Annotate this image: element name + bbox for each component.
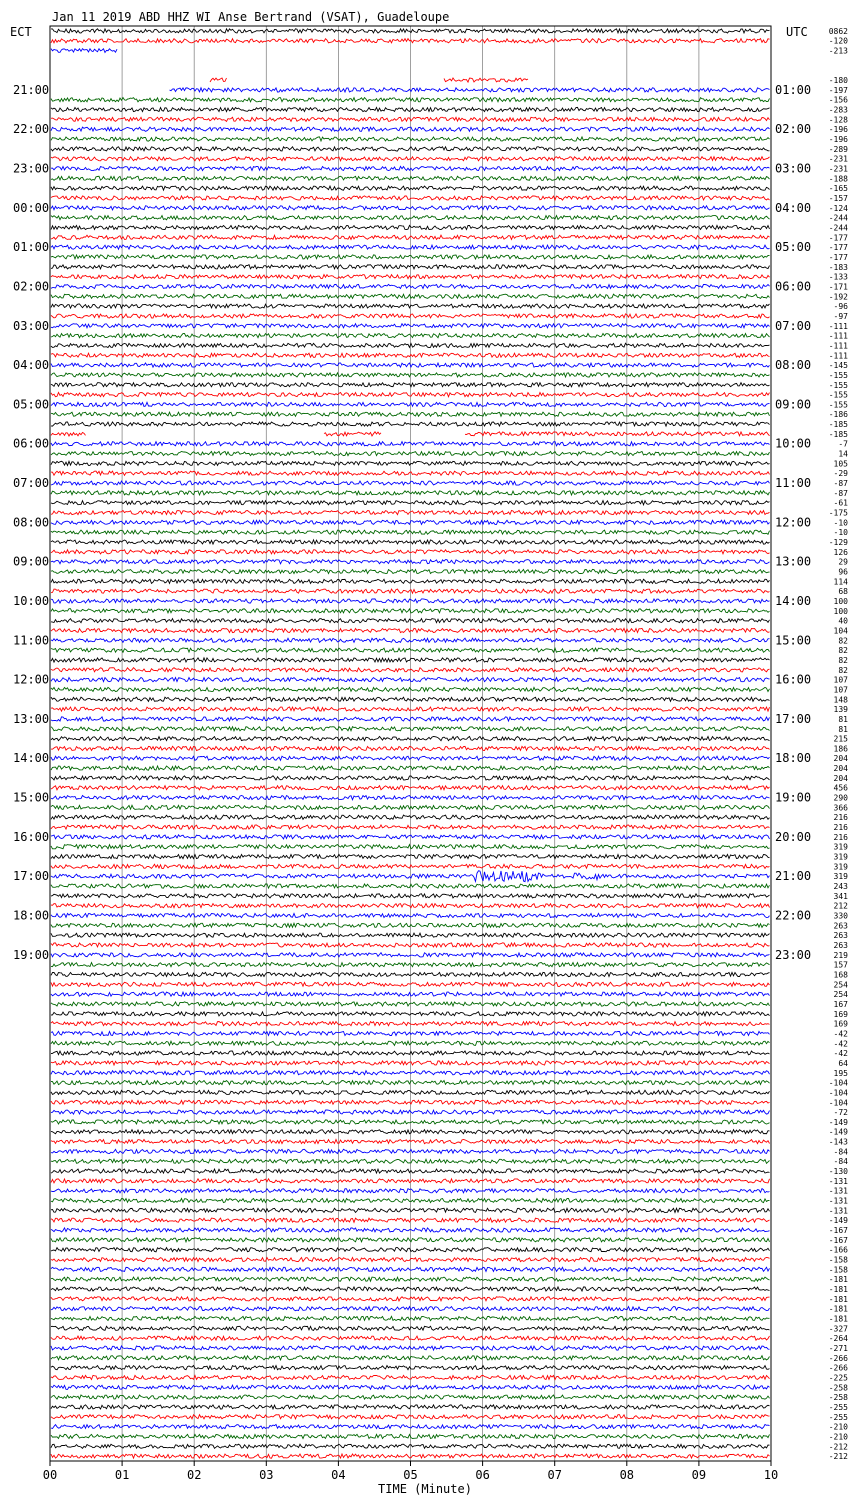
offset-label: 212	[833, 901, 848, 911]
offset-labels	[829, 27, 848, 1461]
offset-label: -131	[828, 1176, 848, 1186]
offset-label: -264	[828, 1334, 848, 1344]
offset-label: 82	[838, 655, 848, 665]
offset-label: 263	[833, 921, 848, 931]
offset-label: -111	[828, 321, 848, 331]
offset-label: 167	[833, 999, 848, 1009]
offset-label: 100	[833, 596, 848, 606]
offset-label: -104	[828, 1088, 848, 1098]
x-tick-label: 02	[186, 1468, 202, 1482]
offset-label: -183	[828, 262, 848, 272]
offset-label: 263	[833, 940, 848, 950]
offset-label: 169	[833, 1009, 848, 1019]
offset-label: 105	[833, 459, 848, 469]
offset-label: 81	[838, 714, 848, 724]
left-hour-label: 02:00	[13, 279, 50, 294]
offset-label: -42	[833, 1029, 848, 1039]
x-tick-label: 06	[475, 1468, 490, 1482]
left-hour-label: 21:00	[13, 82, 50, 97]
offset-label: -42	[833, 1039, 848, 1049]
offset-label: -155	[828, 370, 848, 380]
right-hour-label: 03:00	[775, 161, 812, 176]
offset-label: 204	[833, 764, 848, 774]
right-hour-label: 17:00	[775, 711, 812, 726]
offset-label: -96	[833, 302, 848, 312]
offset-label: 104	[833, 626, 848, 636]
offset-label: 40	[838, 616, 848, 626]
offset-label: -289	[828, 144, 848, 154]
offset-label: 29	[838, 557, 848, 567]
offset-label: 96	[838, 567, 848, 577]
offset-label: -111	[828, 341, 848, 351]
offset-label: -188	[828, 174, 848, 184]
offset-label: -181	[828, 1304, 848, 1314]
left-hour-label: 14:00	[13, 751, 50, 766]
offset-label: -255	[828, 1412, 848, 1422]
left-hour-label: 13:00	[13, 711, 50, 726]
left-hour-label: 00:00	[13, 200, 50, 215]
right-axis-label: UTC	[786, 25, 808, 39]
grid-lines	[122, 26, 699, 1461]
right-hour-label: 22:00	[775, 908, 812, 923]
offset-label: 148	[833, 695, 848, 705]
right-hour-label: 06:00	[775, 279, 812, 294]
offset-label: -158	[828, 1265, 848, 1275]
right-hour-label: 10:00	[775, 436, 812, 451]
right-hour-label: 01:00	[775, 82, 812, 97]
right-hour-label: 02:00	[775, 122, 812, 137]
offset-label: -225	[828, 1373, 848, 1383]
offset-label: -149	[828, 1117, 848, 1127]
offset-label: 139	[833, 705, 848, 715]
right-hour-label: 18:00	[775, 751, 812, 766]
offset-label: 263	[833, 931, 848, 941]
left-hour-label: 22:00	[13, 122, 50, 137]
left-hour-label: 19:00	[13, 947, 50, 962]
offset-label: -111	[828, 351, 848, 361]
offset-label: -177	[828, 252, 848, 262]
offset-label: -244	[828, 223, 848, 233]
offset-label: -181	[828, 1294, 848, 1304]
offset-label: -167	[828, 1235, 848, 1245]
offset-label: 216	[833, 823, 848, 833]
offset-label: -181	[828, 1275, 848, 1285]
right-hour-label: 12:00	[775, 515, 812, 530]
offset-label: -255	[828, 1402, 848, 1412]
left-hour-label: 08:00	[13, 515, 50, 530]
offset-label: -156	[828, 95, 848, 105]
right-hour-label: 21:00	[775, 869, 812, 884]
right-hour-label: 14:00	[775, 593, 812, 608]
offset-label: -196	[828, 125, 848, 135]
offset-label: 319	[833, 842, 848, 852]
offset-label: -185	[828, 429, 848, 439]
left-hour-label: 11:00	[13, 633, 50, 648]
offset-label: -97	[833, 311, 848, 321]
offset-label: -175	[828, 508, 848, 518]
x-tick-label: 00	[42, 1468, 58, 1482]
offset-label: 107	[833, 675, 848, 685]
offset-label: -10	[833, 528, 848, 538]
offset-label: 64	[838, 1058, 848, 1068]
offset-label: -143	[828, 1137, 848, 1147]
x-tick-label: 08	[619, 1468, 635, 1482]
offset-label: -131	[828, 1206, 848, 1216]
offset-label: 195	[833, 1068, 848, 1078]
offset-label: -87	[833, 488, 848, 498]
right-hour-label: 15:00	[775, 633, 812, 648]
x-tick-label: 07	[547, 1468, 562, 1482]
offset-label: 126	[833, 547, 848, 557]
right-hour-label: 13:00	[775, 554, 812, 569]
offset-label: 114	[833, 577, 848, 587]
offset-label: -131	[828, 1196, 848, 1206]
offset-label: 330	[833, 911, 848, 921]
offset-label: -186	[828, 410, 848, 420]
offset-label: 216	[833, 813, 848, 823]
offset-label: 456	[833, 783, 848, 793]
offset-label: -111	[828, 331, 848, 341]
offset-label: -104	[828, 1078, 848, 1088]
offset-label: -210	[828, 1432, 848, 1442]
offset-label: -327	[828, 1324, 848, 1334]
offset-label: 169	[833, 1019, 848, 1029]
offset-label: -149	[828, 1216, 848, 1226]
offset-label: -167	[828, 1226, 848, 1236]
offset-label: -266	[828, 1353, 848, 1363]
offset-label: -157	[828, 194, 848, 204]
offset-label: -72	[833, 1108, 848, 1118]
left-hour-label: 12:00	[13, 672, 50, 687]
offset-label: -231	[828, 164, 848, 174]
offset-label: -124	[828, 203, 848, 213]
offset-label: -84	[833, 1157, 848, 1167]
left-hour-label: 01:00	[13, 240, 50, 255]
offset-label: -131	[828, 1186, 848, 1196]
trace-row	[210, 78, 528, 82]
left-hour-label: 03:00	[13, 318, 50, 333]
offset-label: -42	[833, 1049, 848, 1059]
right-hour-label: 23:00	[775, 947, 812, 962]
offset-label: 341	[833, 891, 848, 901]
offset-label: -155	[828, 380, 848, 390]
offset-label: 243	[833, 882, 848, 892]
left-hour-label: 16:00	[13, 829, 50, 844]
offset-label: -158	[828, 1255, 848, 1265]
offset-label: -130	[828, 1167, 848, 1177]
x-tick-label: 09	[691, 1468, 707, 1482]
right-hour-label: 16:00	[775, 672, 812, 687]
offset-label: 157	[833, 960, 848, 970]
offset-label: -129	[828, 538, 848, 548]
left-hour-label: 04:00	[13, 358, 50, 373]
chart-title: Jan 11 2019 ABD HHZ WI Anse Bertrand (VSAT), Guadeloupe	[52, 10, 450, 24]
offset-label: -165	[828, 184, 848, 194]
offset-label: -87	[833, 479, 848, 489]
right-hour-label: 05:00	[775, 240, 812, 255]
offset-label: 82	[838, 646, 848, 656]
offset-label: -171	[828, 282, 848, 292]
offset-label: 290	[833, 793, 848, 803]
offset-label: 366	[833, 803, 848, 813]
left-hour-label: 06:00	[13, 436, 50, 451]
offset-label: -177	[828, 233, 848, 243]
offset-label: -177	[828, 243, 848, 253]
offset-label: 319	[833, 852, 848, 862]
offset-label: 168	[833, 970, 848, 980]
offset-label: -192	[828, 292, 848, 302]
offset-label: -166	[828, 1245, 848, 1255]
offset-label: 107	[833, 685, 848, 695]
offset-label: 319	[833, 872, 848, 882]
offset-label: -61	[833, 498, 848, 508]
offset-label: 82	[838, 636, 848, 646]
offset-label: 100	[833, 606, 848, 616]
right-hour-label: 19:00	[775, 790, 812, 805]
offset-label: -133	[828, 272, 848, 282]
left-hour-label: 23:00	[13, 161, 50, 176]
offset-label: -210	[828, 1422, 848, 1432]
left-hour-label: 18:00	[13, 908, 50, 923]
offset-label: 254	[833, 980, 848, 990]
left-hour-label: 17:00	[13, 869, 50, 884]
offset-label: -258	[828, 1393, 848, 1403]
offset-label: -10	[833, 518, 848, 528]
x-tick-label: 01	[114, 1468, 130, 1482]
x-tick-label: 05	[403, 1468, 418, 1482]
offset-label: 82	[838, 665, 848, 675]
offset-label: -231	[828, 154, 848, 164]
offset-label: 0862	[828, 26, 848, 36]
right-hour-label: 20:00	[775, 829, 812, 844]
x-tick-label: 03	[259, 1468, 274, 1482]
x-tick-label: 04	[331, 1468, 346, 1482]
offset-label: -213	[828, 46, 848, 56]
offset-label: 254	[833, 990, 848, 1000]
offset-label: -120	[828, 36, 848, 46]
offset-label: -128	[828, 115, 848, 125]
left-hour-label: 07:00	[13, 476, 50, 491]
right-hour-labels	[775, 83, 811, 962]
offset-label: 216	[833, 832, 848, 842]
offset-label: -212	[828, 1442, 848, 1452]
x-axis-label: TIME (Minute)	[378, 1482, 472, 1496]
offset-label: -149	[828, 1127, 848, 1137]
offset-label: -212	[828, 1452, 848, 1462]
offset-label: -181	[828, 1314, 848, 1324]
offset-label: 204	[833, 754, 848, 764]
trace-row	[170, 88, 770, 92]
offset-label: -197	[828, 85, 848, 95]
offset-label: -145	[828, 361, 848, 371]
offset-label: -29	[833, 469, 848, 479]
offset-label: -180	[828, 76, 848, 86]
offset-label: -84	[833, 1147, 848, 1157]
right-hour-label: 09:00	[775, 397, 812, 412]
offset-label: -283	[828, 105, 848, 115]
left-hour-label: 09:00	[13, 554, 50, 569]
offset-label: -244	[828, 213, 848, 223]
offset-label: -104	[828, 1098, 848, 1108]
offset-label: -258	[828, 1383, 848, 1393]
offset-label: 219	[833, 950, 848, 960]
offset-label: -155	[828, 390, 848, 400]
offset-label: -266	[828, 1363, 848, 1373]
offset-label: 319	[833, 862, 848, 872]
left-hour-label: 05:00	[13, 397, 50, 412]
right-hour-label: 08:00	[775, 358, 812, 373]
right-hour-label: 11:00	[775, 476, 812, 491]
offset-label: -181	[828, 1284, 848, 1294]
offset-label: 204	[833, 773, 848, 783]
right-hour-label: 04:00	[775, 200, 812, 215]
left-hour-label: 10:00	[13, 593, 50, 608]
x-tick-label: 10	[763, 1468, 779, 1482]
offset-label: -7	[838, 439, 848, 449]
x-axis-ticks	[43, 1461, 778, 1482]
offset-label: 186	[833, 744, 848, 754]
offset-label: 14	[838, 449, 848, 459]
offset-label: -271	[828, 1343, 848, 1353]
offset-label: 68	[838, 587, 848, 597]
left-hour-labels	[13, 83, 49, 962]
offset-label: -185	[828, 420, 848, 430]
trace-row	[51, 49, 117, 53]
right-hour-label: 07:00	[775, 318, 812, 333]
offset-label: 215	[833, 734, 848, 744]
offset-label: -155	[828, 400, 848, 410]
offset-label: -196	[828, 135, 848, 145]
left-hour-label: 15:00	[13, 790, 50, 805]
offset-label: 81	[838, 724, 848, 734]
left-axis-label: ECT	[10, 25, 32, 39]
